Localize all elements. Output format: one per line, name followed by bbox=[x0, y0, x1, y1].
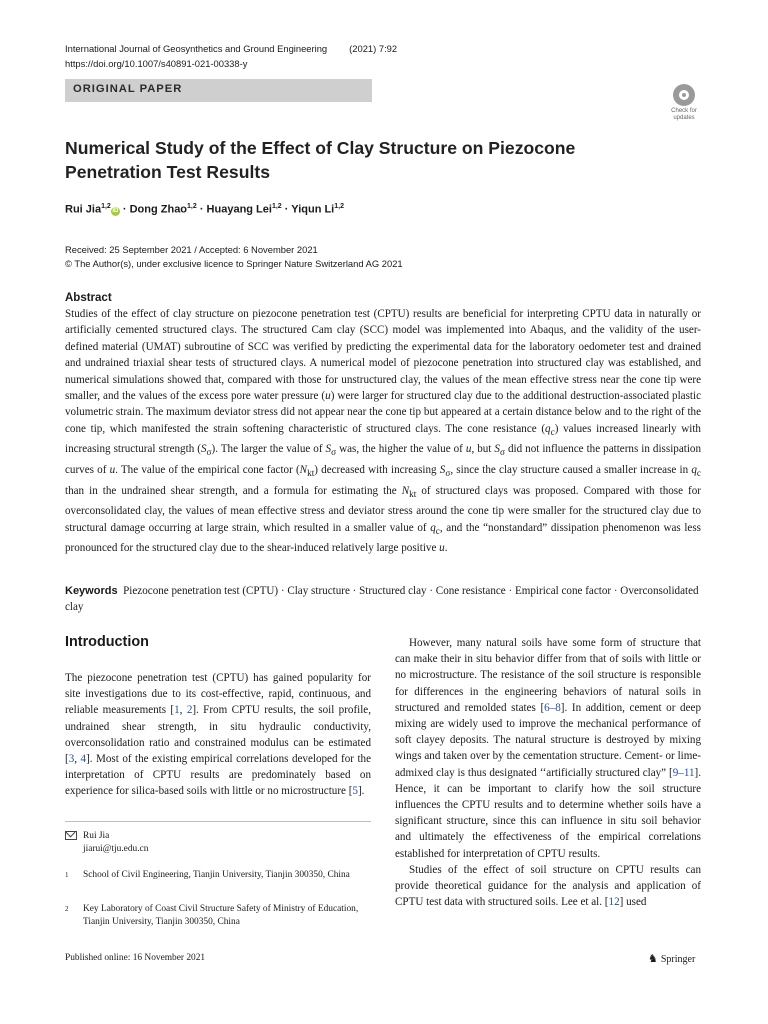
author-name[interactable]: Yiqun Li bbox=[291, 203, 335, 216]
copyright: © The Author(s), under exclusive licence to Springer Nature Switzerland AG 2021 bbox=[65, 257, 403, 269]
citation-link[interactable]: 9–11 bbox=[672, 766, 695, 779]
journal-issue: (2021) 7:92 bbox=[349, 43, 398, 54]
citation-link[interactable]: 1 bbox=[174, 704, 180, 717]
keywords-text: Piezocone penetration test (CPTU) · Clay structure · Structured clay · Cone resistance · Empirical cone factor · Overconsolidated clay bbox=[65, 585, 699, 614]
keywords-label: Keywords bbox=[65, 585, 118, 597]
citation-link[interactable]: 3 bbox=[68, 753, 75, 766]
citation-link[interactable]: 4 bbox=[80, 753, 87, 766]
paper-title: Numerical Study of the Effect of Clay Structure on Piezocone Penetration Test Results bbox=[65, 138, 576, 182]
corresponding-author-name: Rui Jia bbox=[83, 831, 110, 841]
envelope-icon bbox=[65, 831, 77, 840]
abstract-body: Studies of the effect of clay structure on piezocone penetration test (CPTU) results are beneficial for interpreting CPTU data in naturally or artificially cemented structured clays. The structured Cam clay (SCC) model was implemented into Abaqus, and the validity of the user-defined material (UMAT) subroutine of SCC was verified by predicting the experimental data for the laboratory oedometer test and drained and undrained triaxial shear tests of structured clays. A numerical model of piezocone penetration into structured clay was established, and numerical simulations showed that, compared with those for unstructured clay, the values of the mean effective stress near the cone tip were smaller, and the values of the excess pore water pressure (u) were larger for structured clay due to the additional destruction-associated plastic volumetric strain. The maximum deviator stress did not appear near the cone tip but appeared at a certain distance below and to the right of the cone tip, which manifested the strain softening characteristic of structured clays. The cone resistance $(q_c)$ values increased linearly with increasing structural strength $(S_\sigma)$. The larger the value of $S_\sigma$ was, the higher the value of u, but $S_\sigma$ did not influence the patterns in dissipation curves of u. The value of the empirical cone factor $(N_{kt})$ decreased with increasing $S_\sigma$, since the clay structure caused a smaller increase in $q_c$ than in the undrained shear strength, and a formula for estimating the $N_{kt}$ of structured clays was proposed. Compared with those for overconsolidated clay, the values of mean effective stress and deviator stress around the cone tip were smaller for the structured clay due to structural damage occurring at large strain, which resulted in a smaller value of $q_c$, and the “nonstandard” dissipation phenomenon was less pronounced for the structured clay due to the shear-induced relatively large positive u. bbox=[65, 308, 702, 555]
paragraph: Studies of the effect of soil structure on CPTU results can provide theoretical guidance for the analysis and application of CPTU test data with structured soils. Lee et al. [12] used bbox=[395, 863, 701, 909]
citation-link[interactable]: 6–8 bbox=[544, 701, 561, 714]
footnote-divider bbox=[65, 821, 371, 822]
received-accepted: Received: 25 September 2021 / Accepted: 6 November 2021 bbox=[65, 244, 318, 255]
author-name[interactable]: Dong Zhao bbox=[129, 203, 188, 216]
author-name[interactable]: Huayang Lei bbox=[206, 203, 272, 216]
springer-horse-icon: ♞ bbox=[648, 953, 658, 965]
author-email[interactable]: jiarui@tju.edu.cn bbox=[83, 843, 149, 854]
affiliation-2: 2 Key Laboratory of Coast Civil Structure Safety of Ministry of Education, Tianjin University, Tianjin 300350, China bbox=[65, 904, 359, 927]
intro-column-right bbox=[395, 635, 701, 910]
author-list: Rui Jia$^{1,2}$iD · Dong Zhao$^{1,2}$ · Huayang Lei$^{1,2}$ · Yiqun Li$^{1,2}$ bbox=[65, 203, 344, 216]
citation-link[interactable]: 12 bbox=[608, 896, 620, 909]
published-date: Published online: 16 November 2021 bbox=[65, 953, 206, 963]
paragraph: However, many natural soils have some form of structure that can make their in situ behavior differ from that of soils with little or no microstructure. The resistance of the soil structure is responsible for differences in the engineering behaviors of natural soils in structured and remolded states [6–8]. In addition, cement or deep mixing are widely used to improve the mechanical performance of soft clayey deposits. The natural structure is destroyed by mixing wings and taken over by the cementation structure. Cement- or lime-admixed clay is thus designated ‘‘artificially structured clay” [9–11]. Hence, it can be important to clarify how the soil structure influences the CPTU results and to determine whether soils have a significant structure, since this can influence in situ soil behavior and ultimately the effectiveness of the empirical correlations established for interpretation of CPTU results. bbox=[395, 637, 701, 860]
journal-header bbox=[65, 41, 397, 71]
journal-name: International Journal of Geosynthetics and Ground Engineering bbox=[65, 43, 328, 54]
article-type-banner bbox=[65, 79, 372, 102]
citation-link[interactable]: 2 bbox=[186, 704, 193, 717]
abstract-heading: Abstract bbox=[65, 292, 112, 304]
introduction-heading: Introduction bbox=[65, 634, 149, 650]
affiliation-1: 1 School of Civil Engineering, Tianjin University, Tianjin 300350, China bbox=[65, 870, 350, 880]
article-dates bbox=[65, 243, 403, 270]
doi-link[interactable]: https://doi.org/10.1007/s40891-021-00338-y bbox=[65, 58, 248, 69]
citation-link[interactable]: 5 bbox=[352, 785, 358, 798]
publisher-logo: ♞ Springer bbox=[648, 953, 696, 965]
keywords bbox=[65, 583, 701, 616]
check-updates-icon bbox=[673, 84, 695, 106]
article-type-label: ORIGINAL PAPER bbox=[73, 83, 183, 95]
intro-column-left: The piezocone penetration test (CPTU) has gained popularity for site investigations due to its cost-effective, rapid, continuous, and reliable measurements [1, 2]. From CPTU results, the soil profile, undrained shear strength, in situ hydraulic conductivity, overconsolidation ratio and constrained modulus can be estimated [3, 4]. Most of the existing empirical correlations developed for the interpretation of CPTU results are predominately based on experience for silica-based soils with little or no microstructure [5]. bbox=[65, 672, 372, 798]
author-name[interactable]: Rui Jia bbox=[65, 203, 102, 216]
corresponding-author bbox=[65, 830, 371, 858]
orcid-icon[interactable]: iD bbox=[112, 207, 119, 214]
check-for-updates-button[interactable]: Check for updates bbox=[666, 84, 702, 124]
